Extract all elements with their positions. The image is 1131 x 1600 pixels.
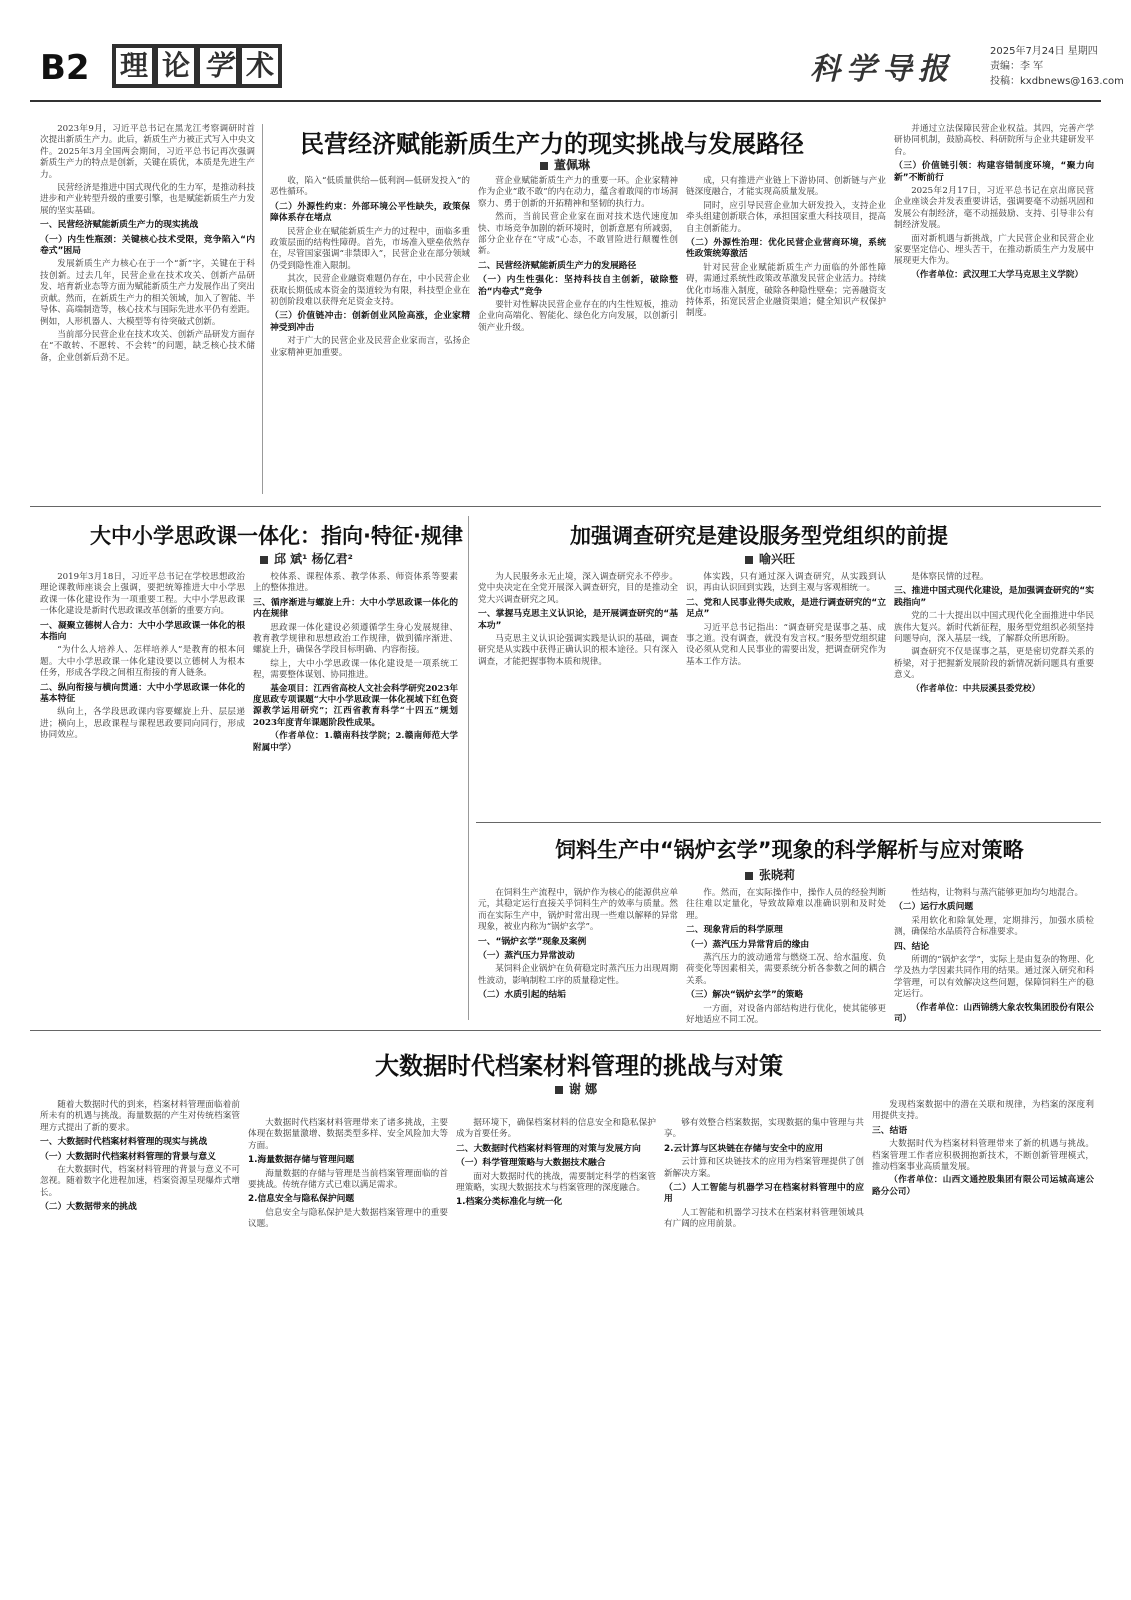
section-heading: 三、结语	[872, 1125, 908, 1136]
subsection-heading: （二）运行水质问题	[894, 902, 974, 913]
paragraph: 为人民服务永无止境，深入调查研究永不停步。党中央决定在全党开展深入调查研究，目的是推动全党大兴调查研究之风。	[478, 572, 678, 605]
article5-column	[456, 1118, 656, 1560]
article4-column	[686, 888, 886, 1026]
paragraph: 营企业赋能新质生产力的重要一环。企业家精神作为企业“敢不敢”的内在动力，蕴含着敢闯的市场洞察力、勇于创新的开拓精神和坚韧的执行力。	[478, 176, 678, 209]
author-name: 董佩琳	[554, 158, 591, 172]
subsection-heading: （二）大数据带来的挑战	[40, 1202, 137, 1213]
author-affiliation: （作者单位：1.赣南科技学院；2.赣南师范大学附属中学）	[253, 731, 458, 753]
column-divider	[468, 516, 469, 1020]
paragraph: 海量数据的存储与管理是当前档案管理面临的首要挑战。传统存储方式已难以满足需求。	[248, 1168, 448, 1191]
section-char: 学	[200, 48, 236, 84]
newspaper-logo: 科学导报	[810, 52, 954, 87]
paragraph: 一方面，对设备内部结构进行优化，使其能够更好地适应不同工况。	[686, 1003, 886, 1026]
paragraph: 所谓的“锅炉玄学”，实际上是由复杂的物理、化学及热力学因素共同作用的结果。通过深入研究和科学管理，可以有效解决这些问题，保障饲料生产的稳定运行。	[894, 955, 1094, 1000]
article1-column	[894, 124, 1094, 494]
paragraph: 马克思主义认识论强调实践是认识的基础，调查研究是从实践中获得正确认识的根本途径。只有深入调查，才能把握事物本质和规律。	[478, 634, 678, 667]
paragraph: 面对新机遇与新挑战，广大民营企业和民营企业家要坚定信心、埋头苦干，在推动新质生产力发展中展现更大作为。	[894, 233, 1094, 267]
section-heading: 一、掌握马克思主义认识论，是开展调查研究的“基本功”	[478, 609, 678, 631]
author-affiliation: （作者单位：中共辰溪县委党校）	[911, 683, 1041, 694]
subsection-heading: （三）价值链冲击：创新创业风险高涨，企业家精神受到冲击	[270, 311, 470, 333]
section-heading: 二、党和人民事业得失成败，是进行调查研究的“立足点”	[686, 597, 886, 620]
paragraph: “为什么人培养人、怎样培养人”是教育的根本问题。大中小学思政课一体化建设要以立德树人为根本任务，形成各学段之间相互衔接的育人链条。	[40, 645, 245, 679]
paragraph: 大数据时代档案材料管理带来了诸多挑战，主要体现在数据量激增、数据类型多样、安全风险加大等方面。	[248, 1118, 448, 1151]
paragraph: 大数据时代为档案材料管理带来了新的机遇与挑战。档案管理工作者应积极拥抱新技术，不断创新管理模式，推动档案事业高质量发展。	[872, 1139, 1094, 1173]
subsection-heading: （三）价值链引领：构建容错制度环境，“聚力向新”不断前行	[894, 161, 1094, 183]
paragraph: 成，只有推进产业链上下游协同、创新链与产业链深度融合，才能实现高质量发展。	[686, 176, 886, 198]
section-banner	[112, 44, 282, 88]
subsection-heading: （一）蒸汽压力异常背后的缘由	[686, 939, 810, 950]
article-byline	[555, 1080, 597, 1097]
paragraph: 思政课一体化建设必须遵循学生身心发展规律、教育教学规律和思想政治工作规律，做到循序渐进、螺旋上升，确保各学段目标明确、内容衔接。	[253, 622, 458, 656]
section-heading: （三）解决“锅炉玄学”的策略	[686, 990, 804, 1001]
paragraph: 体实践，只有通过深入调查研究，从实践到认识，再由认识回到实践，达到主观与客观相统一。	[686, 572, 886, 594]
paragraph: 对于广大的民营企业及民营企业家而言，弘扬企业家精神更加重要。	[270, 336, 470, 358]
article-byline	[260, 550, 353, 567]
section-heading: 三、推进中国式现代化建设，是加强调查研究的“实践指向”	[894, 586, 1094, 608]
author-name: 喻兴旺	[759, 552, 796, 566]
section-char: 论	[158, 48, 194, 84]
section-heading: 二、现象背后的科学原理	[686, 925, 783, 936]
paragraph: 综上，大中小学思政课一体化建设是一项系统工程，需要整体谋划、协同推进。	[253, 658, 458, 681]
paragraph: 某饲料企业锅炉在负荷稳定时蒸汽压力出现周期性波动，影响制粒工序的质量稳定性。	[478, 964, 678, 986]
article1-column	[270, 176, 470, 494]
article3-column	[478, 572, 678, 814]
article4-column	[478, 888, 678, 1020]
subsection-heading: （一）内生性强化：坚持科技自主创新，破除整治“内卷式”竞争	[478, 275, 678, 297]
article-title: 大数据时代档案材料管理的挑战与对策	[375, 1052, 783, 1080]
article-title: 加强调查研究是建设服务型党组织的前提	[570, 524, 948, 548]
paragraph: 民营企业在赋能新质生产力的过程中，面临多重政策层面的结构性障碍。首先，市场准入壁垒依然存在，尽管国家强调“非禁即入”，民营企业在部分领域仍受到隐性准入限制。	[270, 226, 470, 271]
article5-column	[40, 1100, 240, 1560]
subsection-heading: （二）外源性治理：优化民营企业营商环境，系统性政策统筹激活	[686, 238, 886, 260]
paragraph: 在饲料生产流程中，锅炉作为核心的能源供应单元，其稳定运行直接关乎饲料生产的效率与质量。然而在实际生产中，锅炉时常出现一些难以解释的异常现象，被业内称为“锅炉玄学”。	[478, 888, 678, 933]
article-title: 饲料生产中“锅炉玄学”现象的科学解析与应对策略	[555, 838, 1024, 862]
section-heading: 一、民营经济赋能新质生产力的现实挑战	[40, 220, 199, 231]
article2-column	[253, 572, 458, 1020]
paragraph: 校体系、课程体系、教学体系、师资体系等要素上的整体推进。	[253, 572, 458, 594]
section-char: 理	[116, 48, 152, 84]
paragraph: 发展新质生产力核心在于一个“新”字，关键在于科技创新。过去几年，民营企业在技术攻关、创新产品研发、培育新业态等方面为赋能新质生产力发展作出了突出贡献。然而，在新质生产力的相关领域，加入了智能、半导体、高端制造等，核心技术与国际先进水平仍有差距。例如，人形机器人、大模型等有待突破式创新。	[40, 259, 255, 327]
article-title: 大中小学思政课一体化：指向·特征·规律	[90, 524, 463, 548]
subsection-heading: 2.信息安全与隐私保护问题	[248, 1194, 355, 1205]
section-heading: 三、循序渐进与螺旋上升：大中小学思政课一体化的内在规律	[253, 597, 458, 620]
subsection-heading: （二）人工智能与机器学习在档案材料管理中的应用	[664, 1183, 864, 1205]
section-heading: 二、大数据时代档案材料管理的对策与发展方向	[456, 1143, 641, 1154]
subsection-heading: （二）水质引起的结垢	[478, 990, 566, 1001]
masthead	[30, 40, 1124, 100]
subsection-heading: （一）科学管理策略与大数据技术融合	[456, 1158, 606, 1169]
article3-column	[894, 572, 1094, 814]
subsection-heading: （一）内生性瓶颈：关键核心技术受限，竞争陷入“内卷式”困局	[40, 234, 255, 257]
paragraph: 采用软化和除氧处理，定期排污，加强水质检测，确保给水品质符合标准要求。	[894, 915, 1094, 938]
paragraph: 据环境下，确保档案材料的信息安全和隐私保护成为首要任务。	[456, 1118, 656, 1140]
section-heading: 一、凝聚立德树人合力：大中小学思政课一体化的根本指向	[40, 620, 245, 643]
author-name: 邱 斌¹ 杨亿君²	[274, 552, 353, 566]
article1-intro-column	[40, 124, 255, 494]
paragraph: 够有效整合档案数据，实现数据的集中管理与共享。	[664, 1118, 864, 1140]
article4-column	[894, 888, 1094, 1025]
section-rule	[30, 1030, 1101, 1031]
article3-column	[686, 572, 886, 814]
section-char: 术	[242, 48, 278, 84]
article5-column	[248, 1118, 448, 1560]
subsection-heading: 1.海量数据存储与管理问题	[248, 1155, 355, 1166]
section-heading: 一、大数据时代档案材料管理的现实与挑战	[40, 1137, 208, 1148]
paragraph: 要针对性解决民营企业存在的内生性短板，推动企业向高端化、智能化、绿色化方向发展，以创新引领产业升级。	[478, 300, 678, 333]
paragraph: 当前部分民营企业在技术攻关、创新产品研发方面存在“不敢转、不愿转、不会转”的问题，缺乏核心技术储备，企业创新后劲不足。	[40, 329, 255, 363]
article-byline	[540, 156, 590, 173]
section-heading: 二、民营经济赋能新质生产力的发展路径	[478, 260, 637, 271]
author-affiliation: （作者单位：山西锦绣大象农牧集团股份有限公司）	[894, 1002, 1094, 1025]
email-line: 投稿：kxdbnews@163.com	[990, 76, 1124, 87]
article-title: 民营经济赋能新质生产力的现实挑战与发展路径	[300, 130, 804, 158]
column-divider	[262, 124, 263, 494]
section-rule	[476, 822, 1101, 823]
paragraph: 人工智能和机器学习技术在档案材料管理领域具有广阔的应用前景。	[664, 1207, 864, 1230]
paragraph: 随着大数据时代的到来，档案材料管理面临着前所未有的机遇与挑战。海量数据的产生对传统档案管理方式提出了新的要求。	[40, 1100, 240, 1133]
subsection-heading: （一）大数据时代档案材料管理的背景与意义	[40, 1151, 216, 1162]
subsection-heading: 2.云计算与区块链在存储与安全中的应用	[664, 1143, 824, 1154]
paragraph: 发现档案数据中的潜在关联和规律，为档案的深度利用提供支持。	[872, 1100, 1094, 1122]
paragraph: 2023年9月，习近平总书记在黑龙江考察调研时首次提出新质生产力。此后，新质生产力被正式写入中央文件。2025年3月全国两会期间，习近平总书记再次强调新质生产力的特点是创新，关键在质优，本质是先进生产力。	[40, 124, 255, 180]
paragraph: 2025年2月17日，习近平总书记在京出席民营企业座谈会并发表重要讲话，强调要毫不动摇巩固和发展公有制经济，毫不动摇鼓励、支持、引导非公有制经济发展。	[894, 186, 1094, 231]
article5-column	[664, 1118, 864, 1560]
subsection-heading: （一）蒸汽压力异常波动	[478, 951, 575, 962]
section-heading: 一、“锅炉玄学”现象及案例	[478, 936, 587, 947]
funding-note: 基金项目：江西省高校人文社会科学研究2023年度思政专项课题“大中小学思政课一体化视域下红色资源教学运用研究”；江西省教育科学“十四五”规划2023年度青年课题阶段性成果。	[253, 683, 458, 728]
paragraph: 是体察民情的过程。	[911, 572, 989, 582]
article5-column	[872, 1100, 1094, 1560]
masthead-rule	[30, 100, 1101, 102]
author-affiliation: （作者单位：武汉理工大学马克思主义学院）	[911, 269, 1084, 280]
edition-label: B2	[40, 48, 90, 88]
article-byline	[745, 550, 795, 567]
editor-line: 责编：李 军	[990, 61, 1044, 72]
paragraph: 党的二十大提出以中国式现代化全面推进中华民族伟大复兴。新时代新征程，服务型党组织必须坚持问题导向，深入基层一线，了解群众所思所盼。	[894, 611, 1094, 645]
paragraph: 其次，民营企业融资难题仍存在，中小民营企业获取长期低成本资金的渠道较为有限，科技型企业在初创阶段难以获得充足资金支持。	[270, 274, 470, 308]
paragraph: 纵向上，各学段思政课内容要螺旋上升、层层递进；横向上，思政课程与课程思政要同向同行，形成协同效应。	[40, 707, 245, 741]
paragraph: 作。然而，在实际操作中，操作人员的经验判断往往难以定量化，导致故障难以准确识别和及时处理。	[686, 888, 886, 921]
issue-date: 2025年7月24日 星期四	[990, 46, 1098, 57]
paragraph: 面对大数据时代的挑战，需要制定科学的档案管理策略，实现大数据技术与档案管理的深度融合。	[456, 1171, 656, 1194]
paragraph: 然而，当前民营企业家在面对技术迭代速度加快、市场竞争加剧的新环境时，创新意愿有所减弱，部分企业存在“守成”心态，不敢冒险进行颠覆性创新。	[478, 212, 678, 257]
author-affiliation: （作者单位：山西文通控股集团有限公司运城高速公路分公司）	[872, 1175, 1094, 1197]
article-byline	[745, 866, 795, 883]
paragraph: 民营经济是推进中国式现代化的生力军，是推动科技进步和产业转型升级的重要引擎，也是赋能新质生产力发展的坚实基础。	[40, 183, 255, 216]
paragraph: 云计算和区块链技术的应用为档案管理提供了创新解决方案。	[664, 1157, 864, 1179]
section-rule	[30, 506, 1101, 507]
paragraph: 在大数据时代，档案材料管理的背景与意义不可忽视。随着数字化进程加速，档案资源呈现爆炸式增长。	[40, 1165, 240, 1198]
paragraph: 2019年3月18日，习近平总书记在学校思想政治理论课教师座谈会上强调，要把统筹推进大中小学思政课一体化建设作为一项重要工程。大中小学思政课一体化建设是新时代思政课改革创新的重要方向。	[40, 572, 245, 617]
article1-column	[686, 176, 886, 494]
subsection-heading: 1.档案分类标准化与统一化	[456, 1197, 563, 1208]
author-name: 谢 娜	[569, 1082, 598, 1096]
paragraph: 信息安全与隐私保护是大数据档案管理中的重要议题。	[248, 1207, 448, 1230]
paragraph: 并通过立法保障民营企业权益。其四，完善产学研协同机制，鼓励高校、科研院所与企业共建研发平台。	[894, 124, 1094, 157]
section-heading: 四、结论	[894, 941, 930, 952]
subsection-heading: （二）外源性约束：外部环境公平性缺失，政策保障体系存在堵点	[270, 201, 470, 224]
paragraph: 性结构，让物料与蒸汽能够更加均匀地混合。	[911, 888, 1084, 898]
section-heading: 二、纵向衔接与横向贯通：大中小学思政课一体化的基本特征	[40, 682, 245, 705]
paragraph: 同时，应引导民营企业加大研发投入，支持企业牵头组建创新联合体，承担国家重大科技项目，提高自主创新能力。	[686, 200, 886, 234]
article1-column	[478, 176, 678, 494]
paragraph: 调查研究不仅是谋事之基，更是密切党群关系的桥梁，对于把握新发展阶段的新情况新问题具有重要意义。	[894, 647, 1094, 681]
paragraph: 收，陷入“低质量供给—低利润—低研发投入”的恶性循环。	[270, 176, 470, 198]
paragraph: 习近平总书记指出：“调查研究是谋事之基、成事之道。没有调查，就没有发言权。”服务型党组织建设必须从党和人民事业的需要出发，把调查研究作为基本工作方法。	[686, 622, 886, 667]
author-name: 张晓莉	[759, 868, 796, 882]
paragraph: 针对民营企业赋能新质生产力面临的外部性障碍，需通过系统性政策改革激发民营企业活力。持续优化市场准入制度，破除各种隐性壁垒；完善融资支持体系，拓宽民营企业融资渠道；健全知识产权保护制度。	[686, 262, 886, 319]
article2-column	[40, 572, 245, 1020]
paragraph: 蒸汽压力的波动通常与燃烧工况、给水温度、负荷变化等因素相关，需要系统分析各参数之间的耦合关系。	[686, 953, 886, 986]
